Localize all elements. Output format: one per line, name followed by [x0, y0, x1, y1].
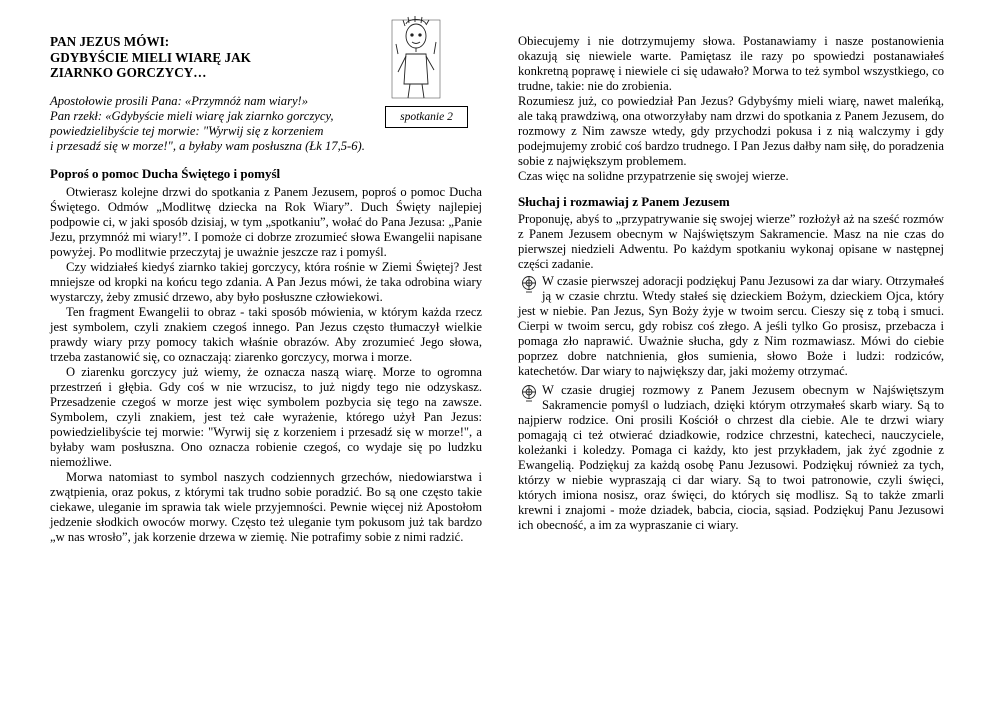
paragraph: Czy widziałeś kiedyś ziarnko takiej gorczycy, która rośnie w Ziemi Świętej? Jest mniejsze od kropki na końcu tego zdania. A Pan Jezus mówi, że taka odrobina wiary wystarczy, żeby zmusić drzewo, aby było posłuszne człowiekowi.	[50, 260, 482, 305]
quote-line: i przesadź się w morze!", a byłaby wam posłuszna (Łk 17,5-6).	[50, 139, 365, 154]
quote-line: Apostołowie prosili Pana: «Przymnóż nam wiary!»	[50, 93, 309, 108]
talk-text: W czasie pierwszej adoracji podziękuj Panu Jezusowi za dar wiary. Otrzymałeś ją w czasie chrztu. Wtedy stałeś się dzieckiem Bożym, dzieckiem Ojca, który jest w niebie. Pan Jezus, Syn Boży żyje w twoim sercu. Cieszy się z tobą i smuci. Cierpi w twoim sercu, gdy robisz coś złego. A jeśli tylko Go prosisz, przebacza i pomaga zło naprawić. Uważnie słucha, gdy z Nim rozmawiasz. Mówi do ciebie poprzez dobre natchnienia, głos sumienia, słowo Boże i ludzi: rodziców, katechetów. Dar wiary to największy dar, jaki możemy otrzymać.	[518, 274, 944, 378]
title-line: PAN JEZUS MÓWI:	[50, 34, 170, 49]
quote-line: powiedzielibyście tej morwie: "Wyrwij się z korzeniem	[50, 123, 324, 138]
paragraph: Obiecujemy i nie dotrzymujemy słowa. Postanawiamy i nasze postanowienia okazują się niewiele warte. Pamiętasz ile razy po spowiedzi postanawiałeś konkretną poprawę i niewiele ci się udawało? Morwa to też symbol wszystkiego, co trudne, takie: nie do zrobienia.	[518, 34, 944, 93]
section-heading-listen: Słuchaj i rozmawiaj z Panem Jezusem	[518, 194, 730, 209]
left-column	[50, 34, 482, 545]
meeting-badge: spotkanie 2	[385, 106, 468, 128]
intro-paragraph: Proponuję, abyś to „przypatrywanie się swojej wierze” rozłożył aż na sześć rozmów z Panem Jezusem obecnym w Najświętszym Sakramencie. Masz na nie czas do pierwszej niedzieli Adwentu. Po każdym spotkaniu wykonaj opisane w następnej części zadanie.	[518, 212, 944, 271]
monstrance-icon	[518, 384, 540, 402]
paragraph: O ziarenku gorczycy już wiemy, że oznacza naszą wiarę. Morze to ogromna przestrzeń i głębia. Gdy coś w nie wrzucisz, to już nigdy tego nie odzyskasz. Przesadzenie czegoś w morze jest więc symbolem pozbycia się tego na zawsze. Symbolem, czyli znakiem, jest też całe wyrażenie, którego użył Pan Jezus: powiedzielibyście tej morwie: "Wyrwij się z korzeniem i przesadź się w morze!", a byłaby wam posłuszna. Ono oznacza robienie czegoś, co wydaje się po ludzku niemożliwe.	[50, 365, 482, 470]
title-line: GDYBYŚCIE MIELI WIARĘ JAK	[50, 49, 251, 65]
paragraph: Ten fragment Ewangelii to obraz - taki sposób mówienia, w którym każda rzecz jest symbolem, czyli znakiem czegoś innego. Pan Jezus często tłumaczył wielkie prawdy wiary przy pomocy takich właśnie obrazów. Aby zrozumieć Jego słowa, trzeba zastanowić się, co oznaczają: ziarenko gorczycy, morwa i morze.	[50, 305, 482, 365]
paragraph: Rozumiesz już, co powiedział Pan Jezus? Gdybyśmy mieli wiarę, nawet maleńką, ale taką prawdziwą, ona otworzyłaby nam drzwi do spotkania z Panem Jezusem, do rozmowy z Nim zawsze wtedy, gdy przychodzi pokusa i z nią walczymy i gdy podejmujemy zrobić coś bardzo trudnego. I Pan Jezus dałby nam siłę, do poradzenia sobie z największym problemem.	[518, 94, 944, 168]
paragraph: Czas więc na solidne przypatrzenie się swojej wierze.	[518, 169, 789, 183]
page-title	[50, 34, 482, 81]
talk-item	[518, 274, 944, 379]
right-column	[518, 34, 944, 533]
paragraph: Morwa natomiast to symbol naszych codziennych grzechów, niedowiarstwa i zwątpienia, oraz pokus, z którymi tak trudno sobie poradzić. Bo są one często takie ciekawe, uleganie im sprawia tak wiele przyjemności. Pewnie więcej niż Apostołom jedzenie słodkich owoców morwy. Często też uleganie tym pokusom już tak bardzo „w nas wrosło”, jak korzenie drzewa w ziemię. Nie potrafimy sobie z nimi radzić.	[50, 470, 482, 545]
talk-item	[518, 383, 944, 533]
title-line: ZIARNKO GORCZYCY…	[50, 65, 207, 80]
gospel-quote	[50, 94, 482, 155]
monstrance-icon	[518, 275, 540, 293]
talk-text: W czasie drugiej rozmowy z Panem Jezusem obecnym w Najświętszym Sakramencie pomyśl o ludziach, dzięki którym otrzymałeś skarb wiary. Są to najpierw rodzice. Oni prosili Kościół o chrzest dla ciebie. Ale te drzwi wiary pomagają ci też otwierać dziadkowie, rodzice chrzestni, katecheci, nauczyciele, koleżanki i koledzy. Pomaga ci każdy, kto jest przykładem, jak żyć zgodnie z Ewangelią. Podziękuj za każdą osobę Panu Jezusowi. Podziękuj również za tych, którzy w niebie wypraszają ci dar wiary. Są to twoi patronowie, czyli święci, których imiona nosisz, oraz święci, do których się modlisz. Są to także zmarli krewni i znajomi - może dziadek, babcia, ciocia, sąsiad. Podziękuj Panu Jezusowi ich obecność, a im za wypraszanie ci wiary.	[518, 383, 944, 532]
section-heading-pray: Poproś o pomoc Ducha Świętego i pomyśl	[50, 166, 281, 182]
quote-line: Pan rzekł: «Gdybyście mieli wiarę jak ziarnko gorczycy,	[50, 108, 334, 123]
paragraph: Otwierasz kolejne drzwi do spotkania z Panem Jezusem, poproś o pomoc Ducha Świętego. Odmów „Modlitwę dziecka na Rok Wiary”. Duch Święty najlepiej podpowie ci, w jaki sposób dzisiaj, w tym „spotkaniu”, wołać do Pana Jezusa: „Panie Jezu, przymnóż mi wiary!”. I pomoże ci dobrze zrozumieć słowa Ewangelii napisane powyżej. Po modlitwie przeczytaj je uważnie jeszcze raz i pomyśl.	[50, 185, 482, 260]
